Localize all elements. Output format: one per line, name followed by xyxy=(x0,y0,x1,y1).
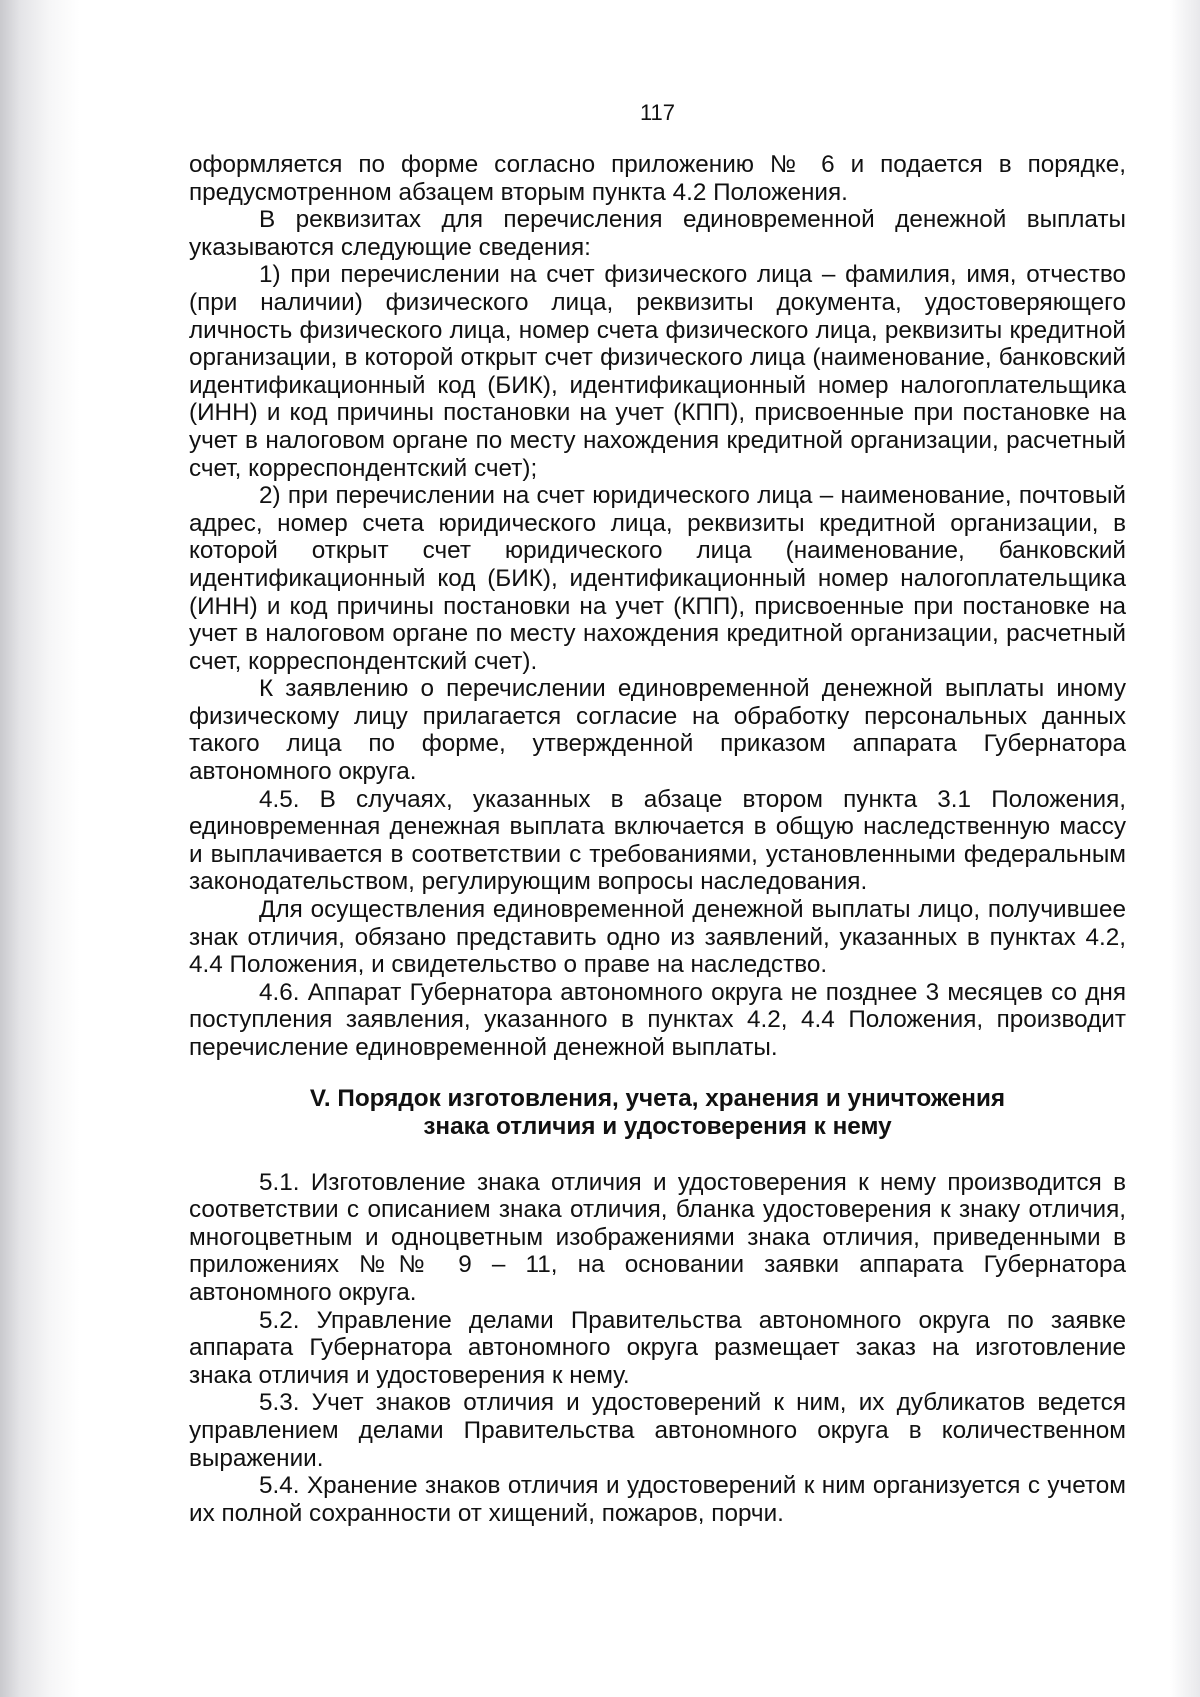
paragraph-clause-5-2: 5.2. Управление делами Правительства автономного округа по заявке аппарата Губернатора автономного округа размещает заказ на изготовление знака отличия и удостоверения к нему. xyxy=(189,1306,1126,1389)
section-heading-line-2: знака отличия и удостоверения к нему xyxy=(423,1112,892,1140)
section-v-body xyxy=(189,1169,1126,1528)
paragraph-clause-4-6: 4.6. Аппарат Губернатора автономного округа не позднее 3 месяцев со дня поступления заявления, указанного в пунктах 4.2, 4.4 Положения, производит перечисление единовременной денежной выплаты. xyxy=(189,978,1126,1061)
document-body xyxy=(189,151,1126,1527)
page-number: 117 xyxy=(639,100,676,125)
scan-edge-shadow-right xyxy=(1170,0,1200,1697)
section-heading-line-1: V. Порядок изготовления, учета, хранения и уничтожения xyxy=(309,1084,1006,1112)
paragraph: оформляется по форме согласно приложению № 6 и подается в порядке, предусмотренном абзацем вторым пункта 4.2 Положения. xyxy=(189,151,1126,206)
section-iv-continuation xyxy=(189,151,1126,1062)
paragraph-clause-4-5: 4.5. В случаях, указанных в абзаце втором пункта 3.1 Положения, единовременная денежная выплата включается в общую наследственную массу и выплачивается в соответствии с требованиями, установленными федеральным законодательством, регулирующим вопросы наследования. xyxy=(189,785,1126,896)
paragraph-list-item-2: 2) при перечислении на счет юридического лица – наименование, почтовый адрес, номер счета юридического лица, реквизиты кредитной организации, в которой открыт счет юридического лица (наименование, банковский идентификационный код (БИК), идентификационный номер налогоплательщика (ИНН) и код причины постановки на учет (КПП), присвоенные при постановке на учет в налоговом органе по месту нахождения кредитной организации, расчетный счет, корреспондентский счет). xyxy=(189,482,1126,675)
paragraph-clause-5-1: 5.1. Изготовление знака отличия и удостоверения к нему производится в соответствии с описанием знака отличия, бланка удостоверения к знаку отличия, многоцветным и одноцветным изображениями знака отличия, приведенными в приложениях №№ 9 – 11, на основании заявки аппарата Губернатора автономного округа. xyxy=(189,1168,1126,1306)
paragraph: В реквизитах для перечисления единовременной денежной выплаты указываются следующие сведения: xyxy=(189,206,1126,261)
paragraph: Для осуществления единовременной денежной выплаты лицо, получившее знак отличия, обязано представить одно из заявлений, указанных в пунктах 4.2, 4.4 Положения, и свидетельство о праве на наследство. xyxy=(189,896,1126,979)
section-heading xyxy=(189,1085,1126,1141)
paragraph: К заявлению о перечислении единовременной денежной выплаты иному физическому лицу прилагается согласие на обработку персональных данных такого лица по форме, утвержденной приказом аппарата Губернатора автономного округа. xyxy=(189,675,1126,786)
paragraph-list-item-1: 1) при перечислении на счет физического лица – фамилия, имя, отчество (при наличии) физического лица, реквизиты документа, удостоверяющего личность физического лица, номер счета физического лица, реквизиты кредитной организации, в которой открыт счет физического лица (наименование, банковский идентификационный код (БИК), идентификационный номер налогоплательщика (ИНН) и код причины постановки на учет (КПП), присвоенные при постановке на учет в налоговом органе по месту нахождения кредитной организации, расчетный счет, корреспондентский счет); xyxy=(189,261,1126,482)
paragraph-clause-5-3: 5.3. Учет знаков отличия и удостоверений к ним, их дубликатов ведется управлением делами Правительства автономного округа в количественном выражении. xyxy=(189,1389,1126,1472)
scan-edge-shadow-left xyxy=(0,0,80,1697)
paragraph-clause-5-4: 5.4. Хранение знаков отличия и удостоверений к ним организуется с учетом их полной сохранности от хищений, пожаров, порчи. xyxy=(189,1472,1126,1527)
